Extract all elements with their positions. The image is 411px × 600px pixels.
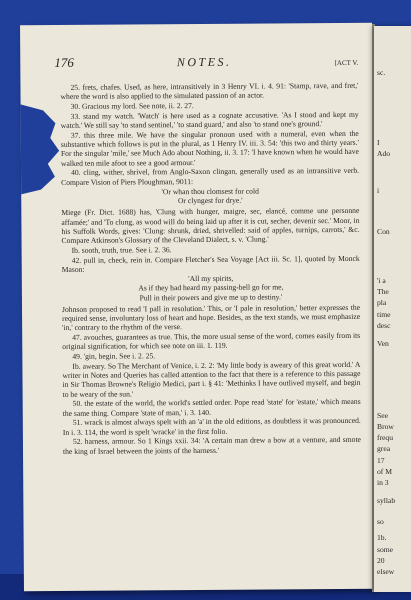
facing-fragment: Con <box>377 227 390 236</box>
facing-fragment: I <box>377 138 380 147</box>
note-42: 42. pull in, check, rein in. Compare Fletcher's Sea Voyage [Act iii. Sc. 1], quoted by Monck Mason: <box>61 253 360 274</box>
page-number: 176 <box>54 54 74 70</box>
facing-fragment: sc. <box>377 68 386 77</box>
act-reference: [ACT V. <box>334 58 359 68</box>
facing-fragment: Brow <box>377 422 394 431</box>
book-page <box>20 23 376 591</box>
facing-fragment: elsew <box>377 567 395 576</box>
facing-fragment: some <box>377 545 394 554</box>
note-33: 33. stand my watch. 'Watch' is here used as a cognate accusative. 'As I stood and kept my watch.' We still say 'to stand sentinel,' 'to stand guard,' and also 'to stand one's ground.' <box>60 109 359 130</box>
facing-fragment: The <box>377 287 389 296</box>
verse-line: 'All my spirits, <box>188 273 234 284</box>
facing-fragment: 20 <box>377 556 385 565</box>
note-42-continued: Johnson proposed to read 'I pall in resolution.' This, or 'I pale in resolution,' better expresses the required sense, involuntary loss of heart and hope. Besides, as the text stands, we must emphasize 'in,' contrary to the rhythm of the verse. <box>61 302 361 333</box>
quotation-sea-voyage <box>62 273 360 303</box>
verse-line: 'Or whan thou clomsest for cold <box>161 186 259 197</box>
facing-fragment: in 3 <box>377 478 389 487</box>
note-40-continued: Miege (Fr. Dict. 1688) has, 'Clung with hunger, maigre, sec, elancé, comme une personne affamée;' and 'To clung, as wood will do being laid up after it is cut, secher, devenir sec.' Moor, in his Suffolk Words, gives: 'Clung: shrunk, dried, shrivelled: said of apples, turnips, carrots,' &c. Compare Atkinson's Glossary of the Cleveland Dialect, s. v. 'Clung.' <box>61 206 360 245</box>
facing-fragment: Ado <box>377 149 391 158</box>
note-37: 37. this three mile. We have the singular pronoun used with a numeral, even when the substantive which follows is put in the plural, as 1 Henry IV. iii. 3. 54: 'this two and thirty years.' For the singular 'mile,' see Much Ado about Nothing, ii. 3. 17: 'I have known when he would have walked ten mile afoot to see a good armour.' <box>60 128 359 168</box>
facing-fragment: grea <box>377 444 391 453</box>
quotation-piers-ploughman <box>61 186 359 207</box>
note-51: 51. wrack is almost always spelt with an 'a' in the old editions, as doubtless it was pronounced. In i. 3. 114, the word is spelt 'wracke' in the first folio. <box>62 416 361 437</box>
facing-fragment: 1b. <box>377 533 387 542</box>
facing-fragment: 17 <box>377 456 385 465</box>
note-52: 52. harness, armour. So 1 Kings xxii. 34: 'A certain man drew a bow at a venture, and smote the king of Israel between the joints of the harness.' <box>62 435 361 456</box>
note-25: 25. frets, chafes. Used, as here, intransitively in 3 Henry VI. i. 4. 91: 'Stamp, rave, and fret,' where the word is also applied to the simulated passion of an actor. <box>60 80 359 102</box>
facing-fragment: 'i a <box>377 276 386 285</box>
page-tear <box>20 103 61 195</box>
running-head <box>54 53 358 71</box>
facing-fragment: time <box>377 310 391 319</box>
note-49: 49. 'gin, begin. See i. 2. 25. <box>72 351 156 361</box>
facing-fragment: See <box>377 411 388 420</box>
note-40: 40. cling, wither, shrivel, from Anglo-Saxon clingan, generally used as an intransitive verb. Compare Vision of Piers Ploughman, 9011: <box>61 166 360 187</box>
facing-fragment: pla <box>377 298 387 307</box>
note-50: 50. the estate of the world, the world's settled order. Pope read 'state' for 'estate,' which means the same thing. Compare 'state of man,' i. 3. 140. <box>62 397 361 418</box>
note-30: 30. Gracious my lord. See note, ii. 2. 27. <box>70 101 194 111</box>
running-title: NOTES. <box>176 54 232 70</box>
facing-fragment: so <box>377 517 384 526</box>
verse-line: As if they had heard my passing-bell go for me, <box>138 282 284 293</box>
note-ib-sooth: Ib. sooth, truth, true. See i. 2. 36. <box>71 244 172 255</box>
verse-line: Or clyngest for drye.' <box>177 195 243 206</box>
verse-line: Pull in their powers and give me up to destiny.' <box>139 291 283 302</box>
facing-fragment: syllab <box>377 496 396 505</box>
facing-fragment: frequ <box>377 433 394 442</box>
facing-fragment: i <box>377 186 380 195</box>
facing-fragment: Ven <box>377 339 389 348</box>
facing-fragment: of M <box>377 467 392 476</box>
facing-fragment: desc <box>377 321 391 330</box>
note-47: 47. avouches, guarantees as true. This, the more usual sense of the word, comes easily from its original signification, for which see note on iii. 1. 119. <box>62 330 361 352</box>
note-ib-aweary: Ib. aweary. So The Merchant of Venice, i. 2. 2: 'My little body is aweary of this great world.' A writer in Notes and Queries has called attention to the fact that there is a reference to this passage in Sir Thomas Browne's Religio Medici, part i. § 41: 'Methinks I have outlived myself, and begin to be weary of the sun.' <box>62 359 361 399</box>
notes-body <box>60 81 361 456</box>
facing-page <box>374 26 411 592</box>
